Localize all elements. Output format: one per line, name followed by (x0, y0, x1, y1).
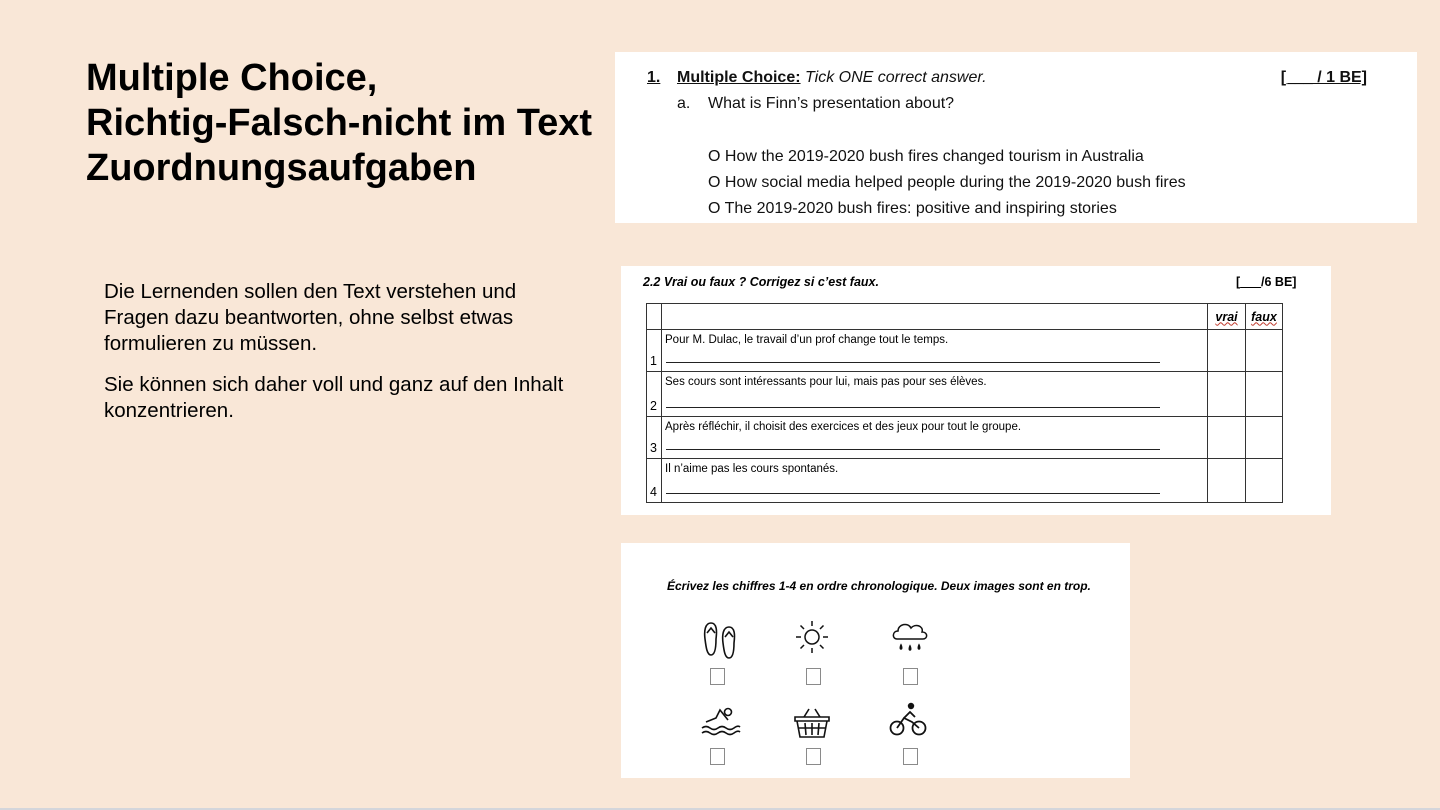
body-paragraph: Die Lernenden sollen den Text verstehen und Fragen dazu beantworten, ohne selbst etwas formulieren zu müssen. (104, 280, 517, 355)
body-paragraph: Sie können sich daher voll und ganz auf den Inhalt konzentrieren. (104, 373, 564, 422)
mc-option: O The 2019-2020 bush fires: positive and inspiring stories (708, 200, 1117, 217)
slide-title (86, 56, 606, 191)
tf-row (647, 330, 1283, 372)
tf-row (647, 417, 1283, 459)
tf-statement (662, 330, 1208, 372)
tf-statement-text: Ses cours sont intéressants pour lui, mais pas pour ses élèves. (665, 376, 987, 388)
tf-row-number: 1 (647, 330, 662, 372)
mc-option: O How social media helped people during the 2019-2020 bush fires (708, 174, 1186, 191)
title-line: Zuordnungsaufgaben (86, 147, 477, 189)
order-answer-box[interactable] (710, 748, 725, 765)
tf-statement (662, 372, 1208, 417)
tf-statement (662, 417, 1208, 459)
shopping-basket-icon (790, 703, 834, 747)
true-false-example (621, 266, 1331, 515)
ordering-example (621, 543, 1130, 778)
cyclist-icon (886, 698, 930, 742)
rain-cloud-icon (888, 615, 932, 659)
tf-row-number: 2 (647, 372, 662, 417)
tf-header-statement (662, 304, 1208, 330)
flip-flops-icon (699, 617, 743, 661)
mc-option: O How the 2019-2020 bush fires changed tourism in Australia (708, 148, 1144, 165)
order-answer-box[interactable] (903, 668, 918, 685)
tf-col-vrai: vrai (1208, 304, 1246, 330)
mc-question (677, 95, 954, 113)
tf-correction-line[interactable] (666, 493, 1160, 494)
tf-heading: 2.2 Vrai ou faux ? Corrigez si c’est faux. (643, 275, 879, 289)
tf-correction-line[interactable] (666, 407, 1160, 408)
title-line: Richtig-Falsch-nicht im Text (86, 102, 593, 144)
tf-header-row (647, 304, 1283, 330)
mc-heading (647, 69, 987, 87)
tf-score (1236, 275, 1296, 289)
ordering-instruction: Écrivez les chiffres 1-4 en ordre chronologique. Deux images sont en trop. (667, 579, 1091, 593)
order-answer-box[interactable] (806, 748, 821, 765)
tf-table (646, 303, 1283, 503)
tf-faux-cell[interactable] (1246, 372, 1283, 417)
swimmer-icon (698, 700, 742, 744)
tf-vrai-cell[interactable] (1208, 459, 1246, 503)
tf-score-rest: /6 BE] (1261, 275, 1297, 289)
tf-vrai-cell[interactable] (1208, 417, 1246, 459)
order-answer-box[interactable] (710, 668, 725, 685)
tf-statement (662, 459, 1208, 503)
tf-row (647, 372, 1283, 417)
title-line: Multiple Choice, (86, 57, 378, 99)
tf-correction-line[interactable] (666, 362, 1160, 363)
tf-vrai-cell[interactable] (1208, 372, 1246, 417)
mc-question-text: What is Finn’s presentation about? (708, 95, 955, 112)
tf-score-blank: ___ (1240, 275, 1262, 289)
mc-score: [___ / 1 BE] (1280, 69, 1367, 86)
mc-instruction: Tick ONE correct answer. (805, 69, 987, 86)
sun-icon (790, 617, 834, 661)
mc-question-letter: a. (677, 95, 691, 112)
tf-row-number: 3 (647, 417, 662, 459)
tf-statement-text: Pour M. Dulac, le travail d’un prof change tout le temps. (665, 334, 949, 346)
order-answer-box[interactable] (806, 668, 821, 685)
tf-row-number: 4 (647, 459, 662, 503)
tf-statement-text: Il n’aime pas les cours spontanés. (665, 463, 839, 475)
tf-col-faux: faux (1246, 304, 1283, 330)
tf-row (647, 459, 1283, 503)
tf-header-blank (647, 304, 662, 330)
mc-number: 1. (647, 69, 661, 86)
tf-faux-cell[interactable] (1246, 459, 1283, 503)
mc-title: Multiple Choice: (677, 69, 801, 86)
multiple-choice-example (615, 52, 1417, 223)
tf-vrai-cell[interactable] (1208, 330, 1246, 372)
tf-score-open: [ (1236, 275, 1241, 289)
tf-faux-cell[interactable] (1246, 417, 1283, 459)
tf-faux-cell[interactable] (1246, 330, 1283, 372)
tf-correction-line[interactable] (666, 449, 1160, 450)
order-answer-box[interactable] (903, 748, 918, 765)
slide-body (104, 279, 574, 439)
tf-statement-text: Après réfléchir, il choisit des exercices et des jeux pour tout le groupe. (665, 421, 1022, 433)
